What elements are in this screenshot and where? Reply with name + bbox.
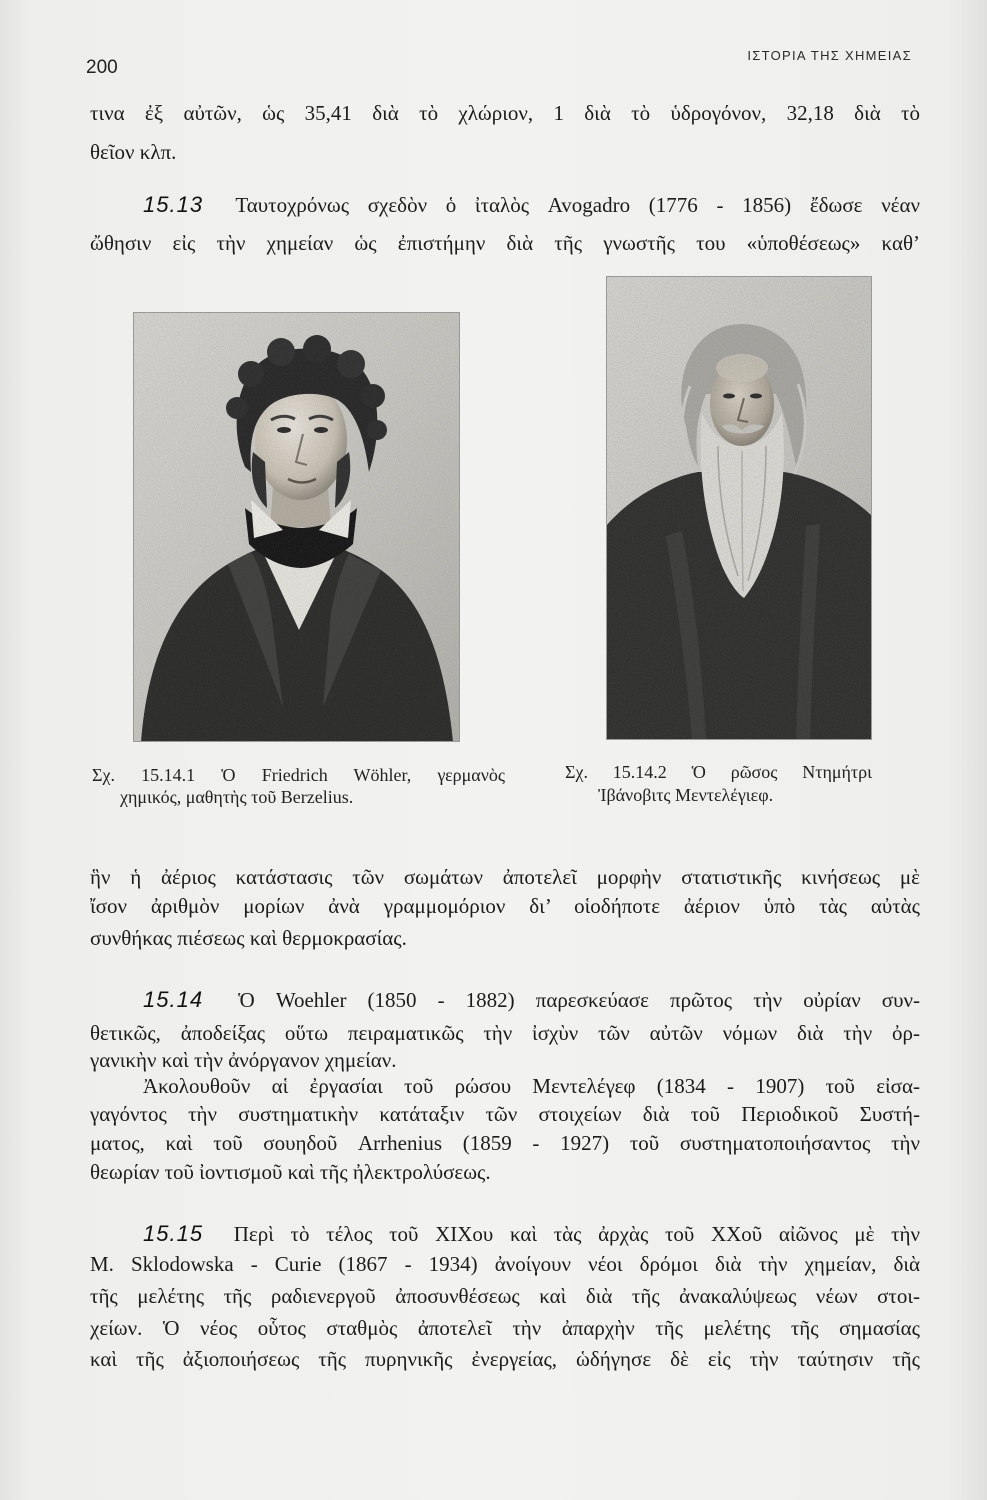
figure-caption-1-line — [92, 763, 505, 787]
portrait-mendeleev — [606, 276, 872, 740]
line-text: ὤθησιν εἰς τὴν χημείαν ὡς ἐπιστήμην διὰ τῆς γνωστῆς του «ὑποθέσεως» καθ’ — [90, 231, 920, 255]
portrait-friedrich-wohler — [133, 312, 460, 742]
section-15-15-line — [90, 1249, 920, 1279]
section-number: 15.15 — [143, 1221, 204, 1246]
opening-paragraph-line — [90, 98, 920, 128]
line-text: χείων. Ὁ νέος οὗτος σταθμὸς ἀποτελεῖ τὴν ἀπαρχὴν τῆς μελέτης τῆς σημασίας — [90, 1316, 920, 1340]
line-text: Ταυτοχρόνως σχεδὸν ὁ ἰταλὸς Avogadro (1776 - 1856) ἔδωσε νέαν — [235, 193, 920, 217]
line-text: θεῖον κλπ. — [90, 140, 177, 164]
section-15-13-line — [90, 190, 920, 220]
photo-grain — [133, 312, 460, 742]
section-15-14-paragraph-2-line — [90, 1157, 920, 1187]
line-text: Ὁ Woehler (1850 - 1882) παρεσκεύασε πρῶτος τὴν οὐρίαν συν- — [238, 988, 920, 1012]
line-text: καὶ τῆς ἀξιοποιήσεως τῆς πυρηνικῆς ἐνεργείας, ὡδήγησε δὲ εἰς τὴν ταύτησιν τῆς — [90, 1347, 920, 1371]
opening-paragraph-line — [90, 137, 920, 167]
section-15-15-line — [90, 1281, 920, 1311]
section-15-13-continued-line — [90, 891, 920, 921]
section-15-15-line — [90, 1313, 920, 1343]
section-number: 15.13 — [143, 192, 204, 217]
photo-grain — [606, 276, 872, 740]
line-text: ματος, καὶ τοῦ σουηδοῦ Arrhenius (1859 - 1927) τοῦ συστηματοποιήσαντος τὴν — [90, 1131, 920, 1155]
running-title: ΙΣΤΟΡΙΑ ΤΗΣ ΧΗΜΕΙΑΣ — [747, 48, 912, 63]
line-text: Περὶ τὸ τέλος τοῦ XIXου καὶ τὰς ἀρχὰς τοῦ XXοῦ αἰῶνος μὲ τὴν — [233, 1222, 921, 1246]
line-text-group — [143, 1219, 920, 1249]
section-15-14-paragraph-2-line — [90, 1099, 920, 1129]
caption-text: Ἰβάνοβιτς Μεντελέγιεφ. — [598, 785, 774, 805]
line-text: τινα ἐξ αὐτῶν, ὡς 35,41 διὰ τὸ χλώριον, 1 διὰ τὸ ὑδρογόνον, 32,18 διὰ τὸ — [90, 101, 920, 125]
line-text: ἴσον ἀριθμὸν μορίων ἀνὰ γραμμομόριον δι’ οἱοδήποτε ἀέριον ὑπὸ τὰς αὐτὰς — [90, 894, 920, 918]
line-text-group — [143, 190, 920, 220]
caption-text: Σχ. 15.14.1 Ὁ Friedrich Wöhler, γερμανὸς — [92, 765, 505, 785]
section-15-14-paragraph-2-line — [90, 1071, 920, 1101]
line-text: θετικῶς, ἀποδείξας οὕτω πειραματικῶς τὴν ἰσχὺν τῶν αὐτῶν νόμων διὰ τὴν ὀρ- — [90, 1021, 920, 1045]
line-text: συνθήκας πιέσεως καὶ θερμοκρασίας. — [90, 926, 407, 950]
line-text: τῆς μελέτης τῆς ραδιενεργοῦ ἀποσυνθέσεως καὶ διὰ τῆς ἀνακαλύψεως νέων στοι- — [90, 1284, 920, 1308]
figure-caption-2-line — [565, 760, 872, 784]
figure-caption-1-line — [120, 785, 505, 809]
caption-text: Σχ. 15.14.2 Ὁ ρῶσος Ντημήτρι — [565, 762, 872, 782]
section-15-14-line — [90, 1018, 920, 1048]
line-text: θεωρίαν τοῦ ἰοντισμοῦ καὶ τῆς ἠλεκτρολύσεως. — [90, 1160, 491, 1184]
line-text: M. Sklodowska - Curie (1867 - 1934) ἀνοίγουν νέοι δρόμοι διὰ τὴν χημείαν, διὰ — [90, 1252, 920, 1276]
figure-caption-2-line — [598, 783, 872, 807]
section-15-13-continued-line — [90, 923, 920, 953]
section-15-13-continued-line — [90, 862, 920, 892]
line-text: γαγόντος τὴν συστηματικὴν κατάταξιν τῶν στοιχείων διὰ τοῦ Περιοδικοῦ Συστή- — [90, 1102, 920, 1126]
line-text: Ἀκολουθοῦν αἱ ἐργασίαι τοῦ ρώσου Μεντελέγεφ (1834 - 1907) τοῦ εἰσα- — [143, 1074, 920, 1098]
section-15-15-line — [90, 1344, 920, 1374]
page-number: 200 — [86, 57, 118, 78]
section-15-15-line — [90, 1219, 920, 1249]
line-text-group — [143, 985, 920, 1015]
section-15-13-line — [90, 228, 920, 258]
section-15-14-paragraph-2-line — [90, 1128, 920, 1158]
caption-text: χημικός, μαθητὴς τοῦ Berzelius. — [120, 787, 354, 807]
section-number: 15.14 — [143, 987, 204, 1012]
section-15-14-line — [90, 985, 920, 1015]
line-text: ἣν ἡ ἀέριος κατάστασις τῶν σωμάτων ἀποτελεῖ μορφὴν στατιστικῆς κινήσεως μὲ — [90, 865, 920, 889]
line-text: γανικὴν καὶ τὴν ἀνόργανον χημείαν. — [90, 1048, 397, 1072]
